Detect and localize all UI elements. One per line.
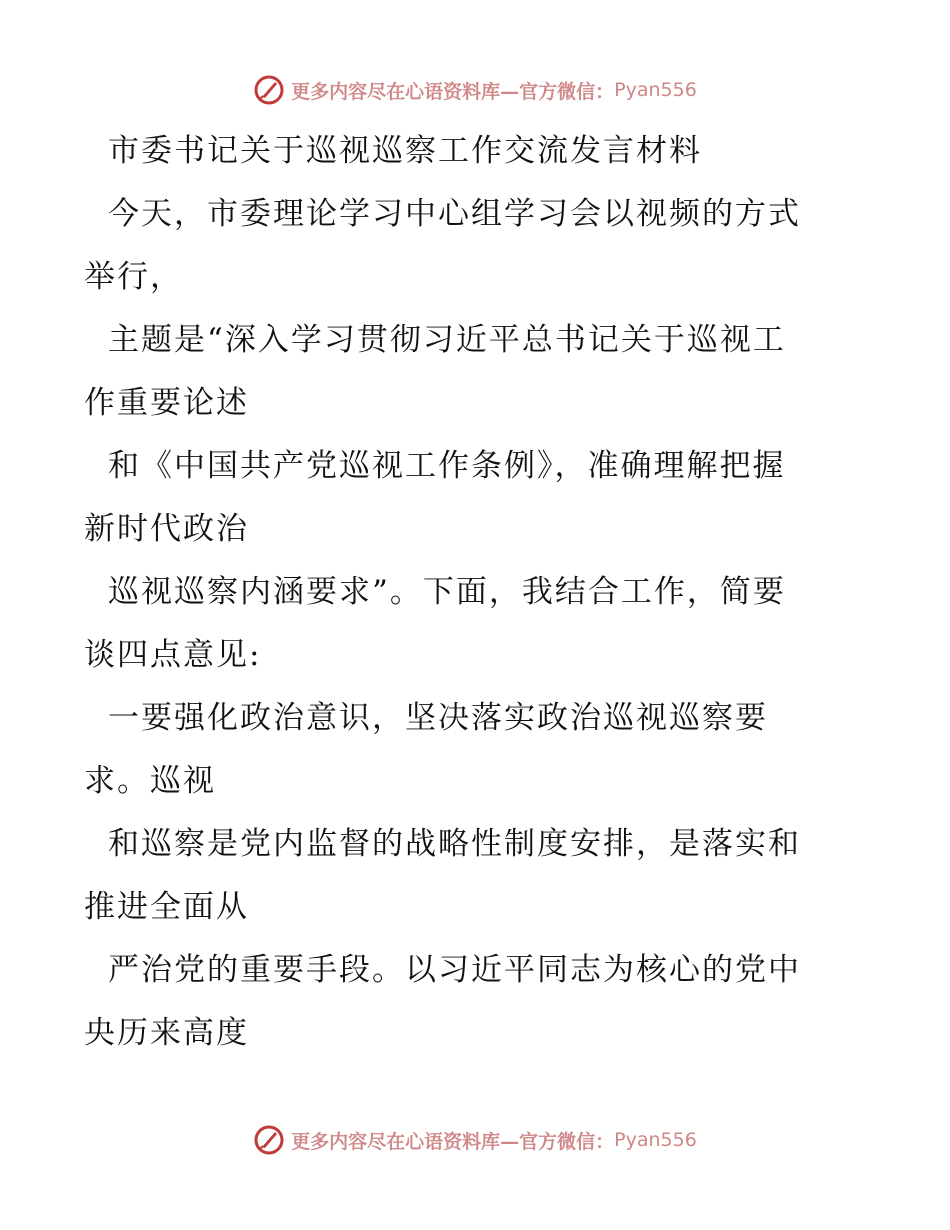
text-line: 巡视巡察内涵要求”。下面，我结合工作，简要 [108, 574, 786, 610]
paragraph [84, 813, 836, 939]
watermark-wechat-id: Pyan556 [614, 1129, 697, 1151]
text-line: 和《中国共产党巡视工作条例》，准确理解把握 [108, 448, 786, 484]
text-line: 主题是“深入学习贯彻习近平总书记关于巡视工 [108, 322, 786, 358]
paragraph [84, 939, 836, 1065]
text-line: 央历来高度 [84, 1015, 249, 1051]
quill-logo-icon [253, 1124, 285, 1156]
watermark-text: 更多内容尽在心语资料库—官方微信： [291, 80, 615, 103]
text-line: 作重要论述 [84, 385, 249, 421]
footer-watermark [0, 1120, 950, 1160]
paragraph [84, 183, 836, 309]
text-line: 市委书记关于巡视巡察工作交流发言材料 [108, 133, 702, 169]
watermark-wechat-id: Pyan556 [614, 79, 697, 101]
text-line: 一要强化政治意识，坚决落实政治巡视巡察要 [108, 700, 768, 736]
quill-logo-icon [253, 74, 285, 106]
text-line: 推进全面从 [84, 889, 249, 925]
paragraph [84, 435, 836, 561]
header-watermark [0, 70, 950, 110]
document-body [84, 120, 836, 1065]
watermark-text: 更多内容尽在心语资料库—官方微信： [291, 1130, 615, 1153]
text-line: 举行， [84, 259, 183, 295]
text-line: 和巡察是党内监督的战略性制度安排，是落实和 [108, 826, 801, 862]
text-line: 今天，市委理论学习中心组学习会以视频的方式 [108, 196, 801, 232]
text-line: 求。巡视 [84, 763, 216, 799]
text-line: 新时代政治 [84, 511, 249, 547]
text-line: 严治党的重要手段。以习近平同志为核心的党中 [108, 952, 801, 988]
paragraph [84, 561, 836, 687]
document-title [96, 120, 836, 183]
paragraph [84, 309, 836, 435]
paragraph [84, 687, 836, 813]
text-line: 谈四点意见: [84, 637, 262, 673]
